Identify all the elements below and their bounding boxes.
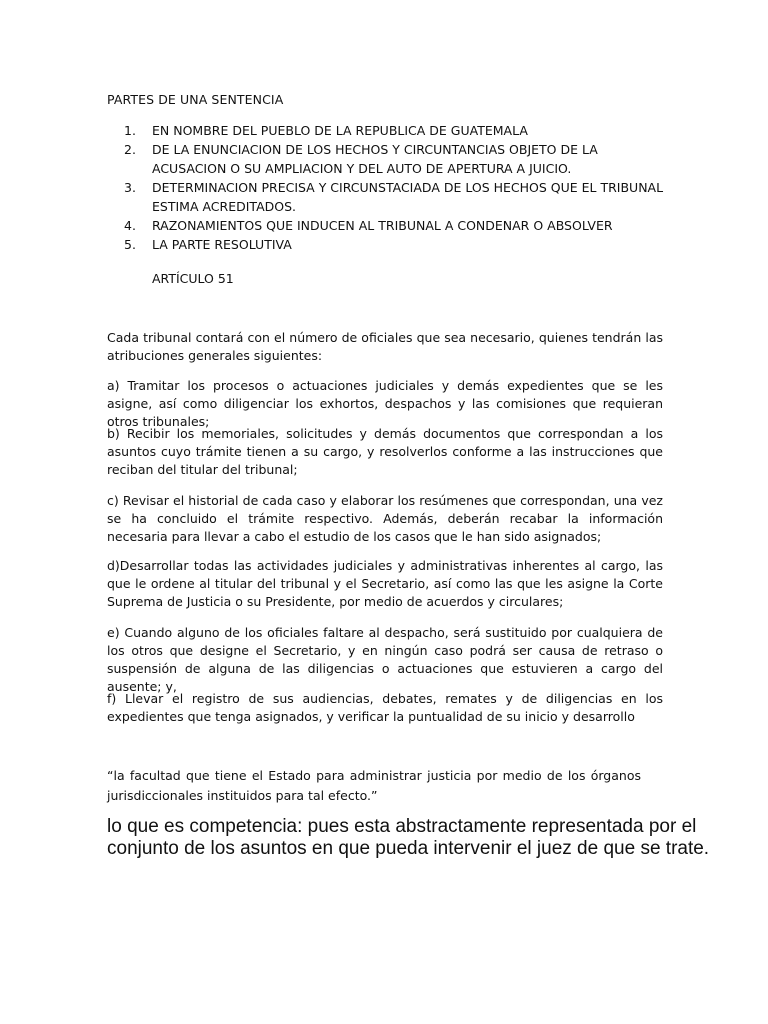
- paragraph-f: f) Llevar el registro de sus audiencias, debates, remates y de diligencias en los expedientes que tenga asignados, y verificar la puntualidad de su inicio y desarrollo: [107, 691, 663, 724]
- list-item: [124, 216, 664, 235]
- quote-paragraph: “la facultad que tiene el Estado para administrar justicia por medio de los órganos jurisdiccionales instituidos para tal efecto.”: [107, 768, 641, 803]
- list-item-number: 3.: [124, 180, 136, 195]
- list-item: [124, 140, 664, 178]
- list-item: [124, 235, 664, 254]
- paragraph-e: e) Cuando alguno de los oficiales faltare al despacho, será sustituido por cualquiera de los otros que designe el Secretario, y en ningún caso podrá ser causa de retraso o suspensión de alguna de las diligencias o actuaciones que estuvieren a cargo del ausente; y,: [107, 625, 663, 694]
- list-item-text: DETERMINACION PRECISA Y CIRCUNSTACIADA DE LOS HECHOS QUE EL TRIBUNAL ESTIMA ACREDITADOS.: [152, 180, 664, 214]
- competencia-paragraph: lo que es competencia: pues esta abstractamente representada por el conjunto de los asuntos en que pueda intervenir el juez de que se trate.: [107, 816, 710, 859]
- article-title: ARTÍCULO 51: [152, 271, 234, 286]
- list-item: [124, 178, 664, 216]
- list-item-text: DE LA ENUNCIACION DE LOS HECHOS Y CIRCUNTANCIAS OBJETO DE LA ACUSACION O SU AMPLIACION Y DEL AUTO DE APERTURA A JUICIO.: [152, 142, 598, 176]
- list-item-number: 4.: [124, 218, 136, 233]
- sentence-parts-list: [124, 121, 664, 254]
- paragraph-intro: Cada tribunal contará con el número de oficiales que sea necesario, quienes tendrán las atribuciones generales siguientes:: [107, 330, 663, 363]
- list-item-text: LA PARTE RESOLUTIVA: [152, 237, 292, 252]
- document-heading: PARTES DE UNA SENTENCIA: [107, 92, 284, 107]
- paragraph-b: b) Recibir los memoriales, solicitudes y demás documentos que correspondan a los asuntos cuyo trámite tienen a su cargo, y resolverlos conforme a las instrucciones que reciban del titular del tribunal;: [107, 426, 663, 477]
- paragraph-d: d)Desarrollar todas las actividades judiciales y administrativas inherentes al cargo, las que le ordene al titular del tribunal y el Secretario, así como las que les asigne la Corte Suprema de Justicia o su Presidente, por medio de acuerdos y circulares;: [107, 558, 663, 609]
- list-item-number: 1.: [124, 123, 136, 138]
- list-item-number: 5.: [124, 237, 136, 252]
- list-item: [124, 121, 664, 140]
- paragraph-a: a) Tramitar los procesos o actuaciones judiciales y demás expedientes que se les asigne, así como diligenciar los exhortos, despachos y las comisiones que requieran otros tribunales;: [107, 378, 663, 429]
- paragraph-c: c) Revisar el historial de cada caso y elaborar los resúmenes que correspondan, una vez se ha concluido el trámite respectivo. Además, deberán recabar la información necesaria para llevar a cabo el estudio de los casos que le han sido asignados;: [107, 493, 663, 544]
- list-item-number: 2.: [124, 142, 136, 157]
- list-item-text: EN NOMBRE DEL PUEBLO DE LA REPUBLICA DE GUATEMALA: [152, 123, 528, 138]
- list-item-text: RAZONAMIENTOS QUE INDUCEN AL TRIBUNAL A CONDENAR O ABSOLVER: [152, 218, 613, 233]
